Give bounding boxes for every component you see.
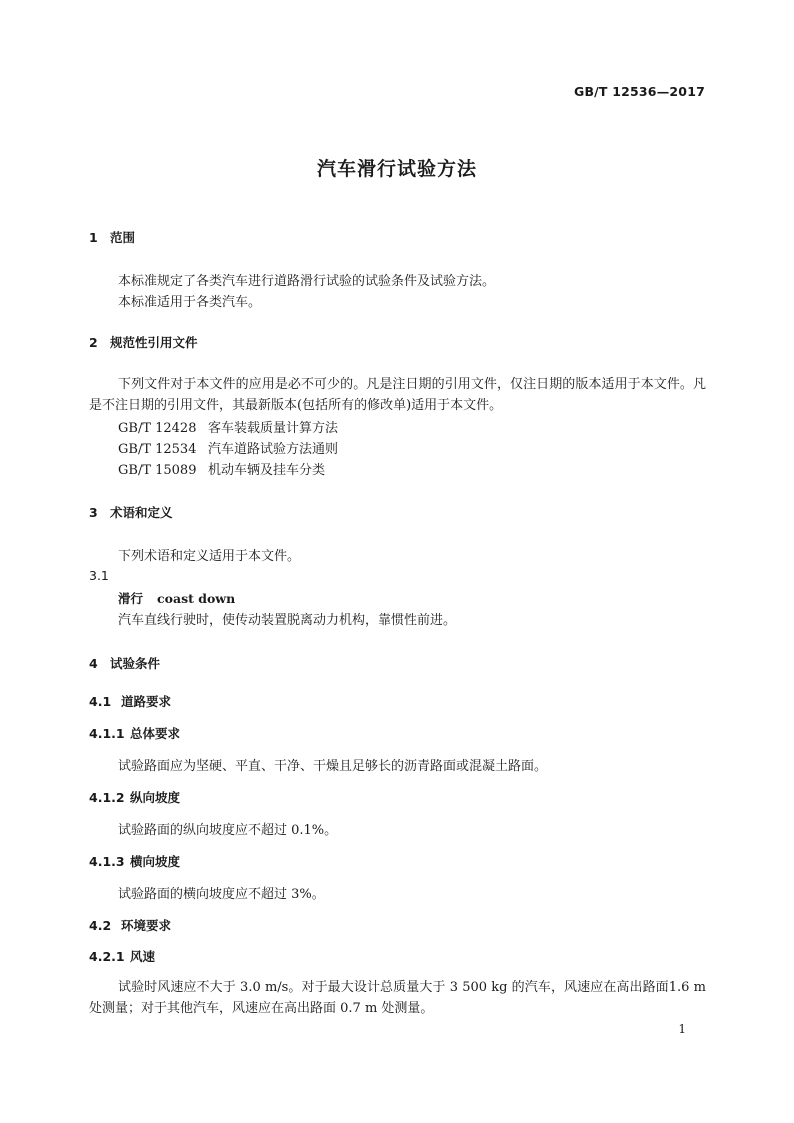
- section-4-1-heading: [89, 692, 171, 710]
- section-4-heading: [89, 654, 160, 672]
- reference-name: 机动车辆及挂车分类: [208, 463, 326, 478]
- page-number: 1: [678, 1022, 686, 1036]
- term-chinese: 滑行: [118, 591, 144, 606]
- scope-paragraph-1: 本标准规定了各类汽车进行道路滑行试验的试验条件及试验方法。: [118, 274, 496, 289]
- section-number: 4.1.1: [89, 726, 125, 741]
- scope-paragraph-2: 本标准适用于各类汽车。: [118, 295, 262, 310]
- reference-item: [118, 438, 338, 457]
- terms-intro: 下列术语和定义适用于本文件。: [118, 549, 301, 564]
- section-number: 4.1: [89, 694, 112, 709]
- section-number: 4.1.3: [89, 854, 125, 869]
- section-number: 1: [89, 230, 98, 245]
- section-number: 4.2.1: [89, 949, 125, 964]
- section-number: 4.2: [89, 918, 112, 933]
- reference-code: GB/T 12534: [118, 442, 197, 457]
- section-number: 4.1.2: [89, 790, 125, 805]
- reference-name: 汽车道路试验方法通则: [208, 442, 339, 457]
- term-definition: 汽车直线行驶时，使传动装置脱离动力机构，靠惯性前进。: [118, 613, 457, 628]
- reference-name: 客车装载质量计算方法: [208, 421, 339, 436]
- section-title: 纵向坡度: [130, 790, 181, 805]
- section-title: 规范性引用文件: [110, 335, 198, 350]
- section-1-heading: [89, 228, 135, 246]
- reference-item: [118, 417, 338, 436]
- section-title: 风速: [130, 949, 156, 964]
- section-4-1-1-heading: [89, 724, 180, 742]
- term-number: 3.1: [89, 568, 109, 583]
- section-4-1-1-text: 试验路面应为坚硬、平直、干净、干燥且足够长的沥青路面或混凝土路面。: [118, 759, 548, 774]
- section-title: 道路要求: [121, 694, 172, 709]
- reference-code: GB/T 12428: [118, 421, 197, 436]
- section-title: 术语和定义: [110, 505, 173, 520]
- section-title: 横向坡度: [130, 854, 181, 869]
- document-title: 汽车滑行试验方法: [316, 158, 477, 180]
- section-2-heading: [89, 333, 198, 351]
- term-title: [118, 589, 235, 607]
- section-title: 环境要求: [121, 918, 172, 933]
- reference-item: [118, 459, 325, 478]
- reference-code: GB/T 15089: [118, 463, 197, 478]
- section-4-1-2-heading: [89, 788, 180, 806]
- section-title: 范围: [110, 230, 136, 245]
- section-4-1-2-text: 试验路面的纵向坡度应不超过 0.1%。: [118, 823, 338, 838]
- section-title: 总体要求: [130, 726, 181, 741]
- section-title: 试验条件: [110, 656, 161, 671]
- section-3-heading: [89, 503, 173, 521]
- section-number: 3: [89, 505, 98, 520]
- section-4-2-1-heading: [89, 947, 155, 965]
- normative-references-intro: 下列文件对于本文件的应用是必不可少的。凡是注日期的引用文件，仅注日期的版本适用于本文件。凡是不注日期的引用文件，其最新版本(包括所有的修改单)适用于本文件。: [89, 377, 706, 413]
- section-number: 4: [89, 656, 98, 671]
- section-4-2-1-text: 试验时风速应不大于 3.0 m/s。对于最大设计总质量大于 3 500 kg 的汽车，风速应在高出路面1.6 m 处测量；对于其他汽车，风速应在高出路面 0.7 m 处测量。: [89, 980, 706, 1016]
- standard-code: GB/T 12536—2017: [573, 84, 705, 99]
- section-4-1-3-text: 试验路面的横向坡度应不超过 3%。: [118, 887, 325, 902]
- section-4-2-heading: [89, 916, 171, 934]
- section-4-1-3-heading: [89, 852, 180, 870]
- term-english: coast down: [157, 591, 236, 606]
- section-number: 2: [89, 335, 98, 350]
